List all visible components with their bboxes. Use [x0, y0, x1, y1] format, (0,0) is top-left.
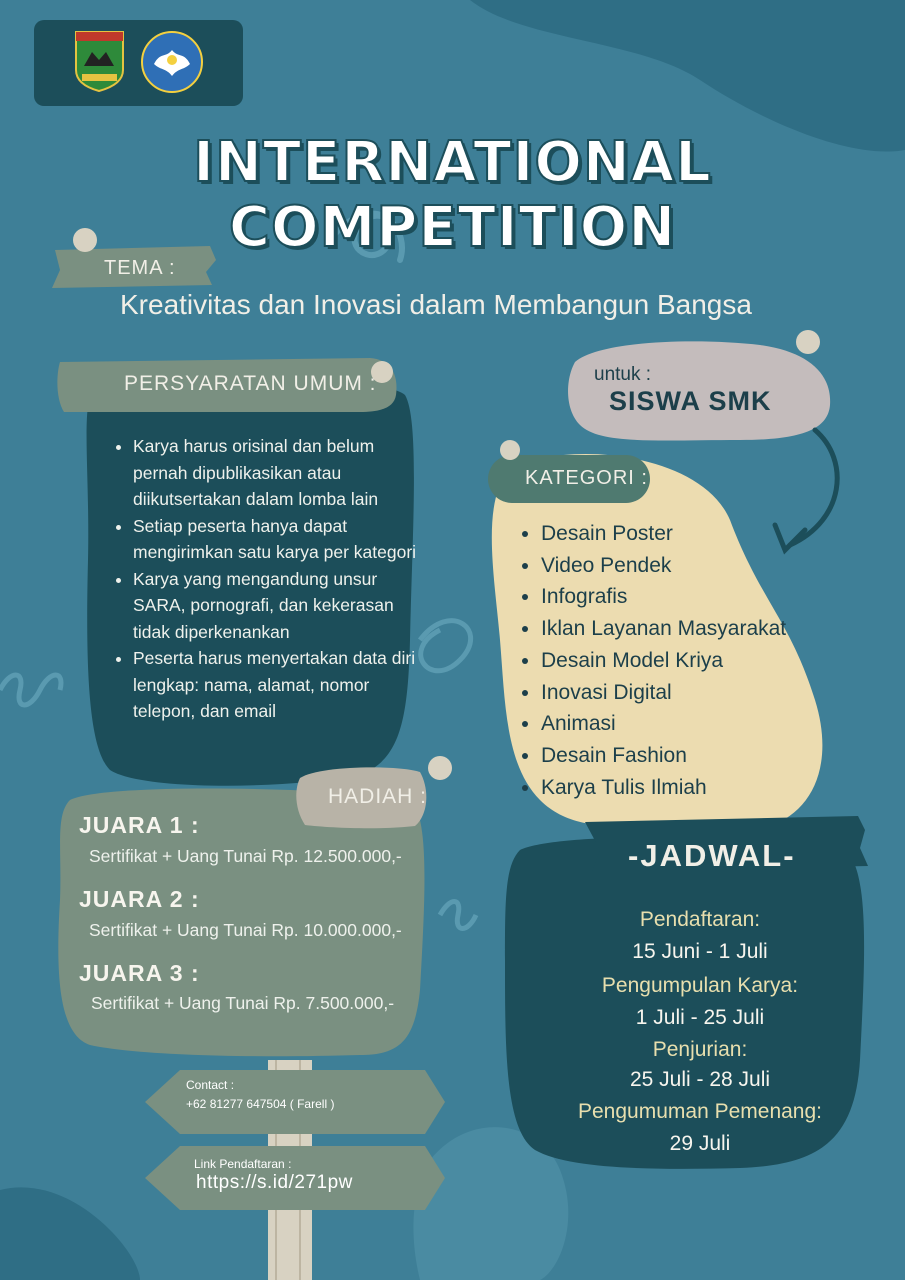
list-item: • Animasi	[541, 708, 831, 740]
list-item: • Desain Poster	[541, 518, 831, 550]
tut-wuri-handayani-logo-icon	[140, 30, 204, 94]
list-item: • Video Pendek	[541, 550, 831, 582]
prize-rank-3: JUARA 3 :	[79, 960, 200, 986]
list-item: • Inovasi Digital	[541, 677, 831, 709]
list-item: • Karya yang mengandung unsur SARA, pornografi, dan kekerasan tidak diperkenankan	[133, 566, 433, 646]
requirements-list	[105, 433, 433, 725]
untuk-label: untuk :	[594, 364, 652, 385]
schedule-heading: Pengumpulan Karya:	[601, 974, 799, 997]
registration-link[interactable]: https://s.id/271pw	[196, 1172, 353, 1193]
persyaratan-label: PERSYARATAN UMUM :	[124, 372, 377, 395]
contact-value: +62 81277 647504 ( Farell )	[186, 1097, 335, 1111]
list-item: • Setiap peserta hanya dapat mengirimkan satu karya per kategori	[133, 513, 433, 566]
schedule-value: 15 Juni - 1 Juli	[632, 940, 768, 963]
prize-desc-1: Sertifikat + Uang Tunai Rp. 12.500.000,-	[89, 846, 402, 866]
category-list	[519, 518, 831, 803]
list-item: • Iklan Layanan Masyarakat	[541, 613, 831, 645]
schedule-heading: Pendaftaran:	[639, 908, 761, 931]
sumatera-barat-logo-icon	[74, 30, 125, 92]
schedule-value: 29 Juli	[669, 1132, 731, 1155]
list-item: • Desain Fashion	[541, 740, 831, 772]
list-item: • Karya harus orisinal dan belum pernah dipublikasikan atau diikutsertakan dalam lomba lain	[133, 433, 433, 513]
schedule-heading: Pengumuman Pemenang:	[578, 1100, 822, 1123]
logo-container	[34, 20, 243, 106]
hadiah-label: HADIAH :	[328, 785, 428, 808]
tema-text: Kreativitas dan Inovasi dalam Membangun Bangsa	[120, 289, 752, 320]
schedule-heading: Penjurian:	[652, 1038, 748, 1061]
jadwal-label: -JADWAL-	[628, 838, 796, 873]
tema-label: TEMA :	[104, 257, 176, 279]
page-title: INTERNATIONAL COMPETITION	[193, 130, 712, 260]
kategori-label: KATEGORI :	[525, 467, 648, 489]
schedule-value: 1 Juli - 25 Juli	[635, 1006, 765, 1029]
prize-desc-2: Sertifikat + Uang Tunai Rp. 10.000.000,-	[89, 920, 402, 940]
link-label: Link Pendaftaran :	[194, 1157, 292, 1171]
list-item: • Infografis	[541, 581, 831, 613]
prize-rank-2: JUARA 2 :	[79, 886, 200, 912]
list-item: • Karya Tulis Ilmiah	[541, 772, 831, 804]
target-audience: SISWA SMK	[609, 386, 772, 416]
schedule-value: 25 Juli - 28 Juli	[629, 1068, 771, 1091]
prize-desc-3: Sertifikat + Uang Tunai Rp. 7.500.000,-	[91, 993, 395, 1013]
list-item: • Desain Model Kriya	[541, 645, 831, 677]
prize-rank-1: JUARA 1 :	[79, 812, 200, 838]
contact-label: Contact :	[186, 1078, 235, 1092]
list-item: • Peserta harus menyertakan data diri lengkap: nama, alamat, nomor telepon, dan email	[133, 645, 433, 725]
